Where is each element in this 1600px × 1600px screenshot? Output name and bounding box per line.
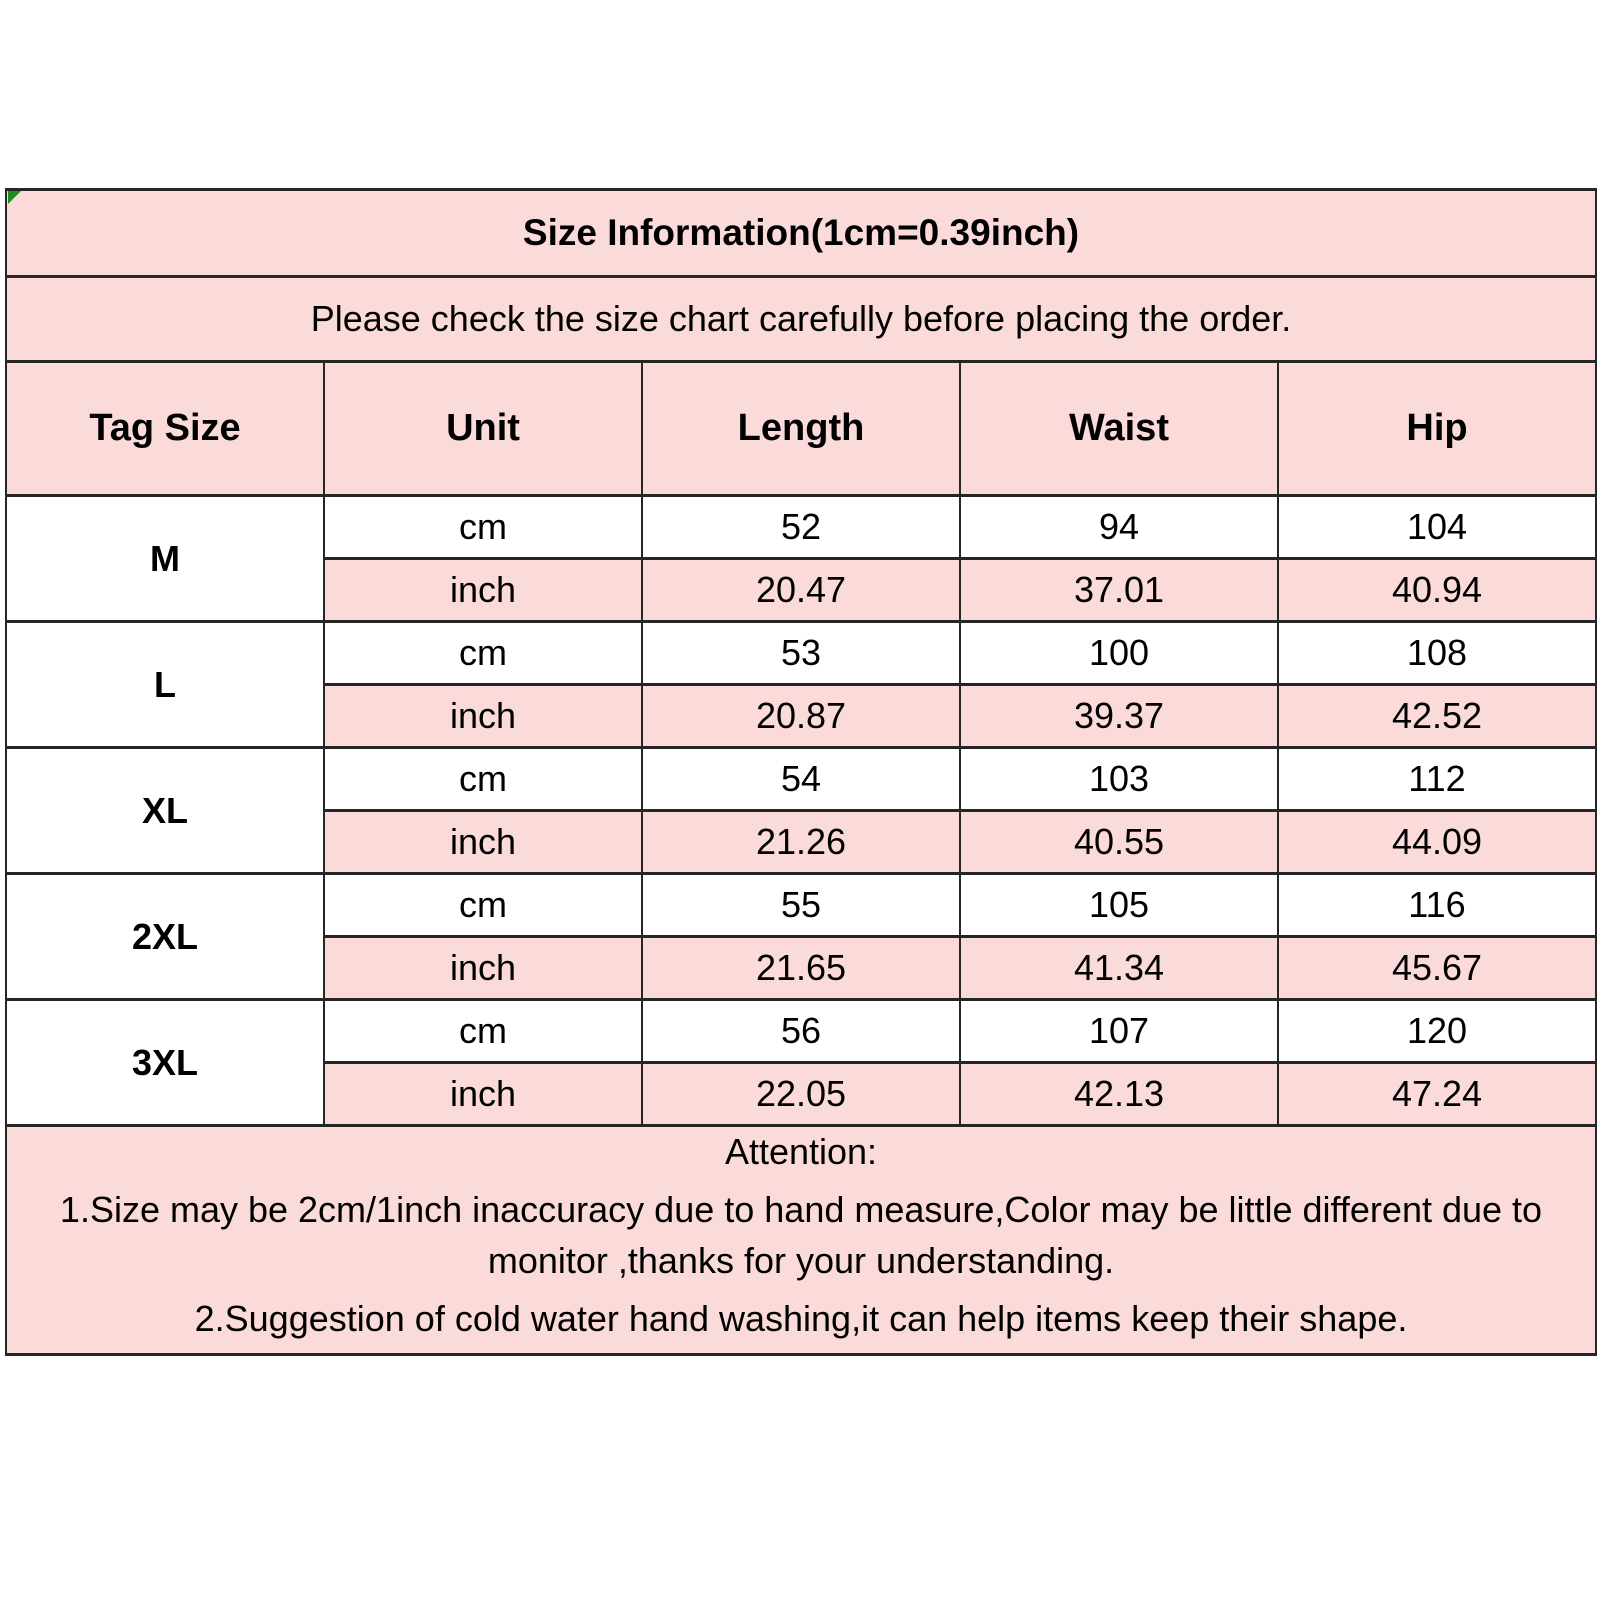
- row-3xl-cm: [6, 1000, 1596, 1063]
- value-m-waist-cm: 94: [960, 496, 1278, 559]
- value-xl-length-cm: 54: [642, 748, 960, 811]
- size-label-xl: XL: [6, 748, 324, 874]
- column-header-tag-size: Tag Size: [6, 362, 324, 496]
- value-l-hip-inch: 42.52: [1278, 685, 1596, 748]
- value-l-hip-cm: 108: [1278, 622, 1596, 685]
- value-m-hip-cm: 104: [1278, 496, 1596, 559]
- value-m-length-cm: 52: [642, 496, 960, 559]
- header-row: [6, 362, 1596, 496]
- chart-title: Size Information(1cm=0.39inch): [6, 190, 1596, 277]
- size-label-3xl: 3XL: [6, 1000, 324, 1126]
- column-header-length: Length: [642, 362, 960, 496]
- size-label-2xl: 2XL: [6, 874, 324, 1000]
- value-xl-hip-cm: 112: [1278, 748, 1596, 811]
- attention-box: [6, 1126, 1596, 1355]
- subtitle-row: [6, 277, 1596, 362]
- unit-cell-cm: cm: [324, 748, 642, 811]
- attention-note-1: 1.Size may be 2cm/1inch inaccuracy due to hand measure,Color may be little different due to monitor ,thanks for your understanding.: [59, 1189, 1543, 1281]
- unit-cell-cm: cm: [324, 1000, 642, 1063]
- value-l-length-cm: 53: [642, 622, 960, 685]
- unit-cell-inch: inch: [324, 937, 642, 1000]
- row-xl-cm: [6, 748, 1596, 811]
- value-3xl-length-inch: 22.05: [642, 1063, 960, 1126]
- attention-note-2: 2.Suggestion of cold water hand washing,it can help items keep their shape.: [194, 1298, 1408, 1340]
- unit-cell-cm: cm: [324, 496, 642, 559]
- row-m-cm: [6, 496, 1596, 559]
- column-header-hip: Hip: [1278, 362, 1596, 496]
- unit-cell-inch: inch: [324, 1063, 642, 1126]
- value-2xl-waist-inch: 41.34: [960, 937, 1278, 1000]
- attention-heading: Attention:: [724, 1131, 878, 1172]
- unit-cell-cm: cm: [324, 874, 642, 937]
- row-2xl-cm: [6, 874, 1596, 937]
- value-m-length-inch: 20.47: [642, 559, 960, 622]
- value-2xl-hip-inch: 45.67: [1278, 937, 1596, 1000]
- value-xl-hip-inch: 44.09: [1278, 811, 1596, 874]
- value-3xl-length-cm: 56: [642, 1000, 960, 1063]
- size-label-l: L: [6, 622, 324, 748]
- value-2xl-hip-cm: 116: [1278, 874, 1596, 937]
- value-3xl-waist-inch: 42.13: [960, 1063, 1278, 1126]
- value-xl-waist-cm: 103: [960, 748, 1278, 811]
- size-chart-table: [5, 188, 1597, 1356]
- value-l-waist-cm: 100: [960, 622, 1278, 685]
- column-header-waist: Waist: [960, 362, 1278, 496]
- value-2xl-length-inch: 21.65: [642, 937, 960, 1000]
- value-xl-length-inch: 21.26: [642, 811, 960, 874]
- value-2xl-waist-cm: 105: [960, 874, 1278, 937]
- value-m-hip-inch: 40.94: [1278, 559, 1596, 622]
- size-chart-container: [5, 188, 1597, 1356]
- value-l-waist-inch: 39.37: [960, 685, 1278, 748]
- attention-row: [6, 1126, 1596, 1355]
- value-2xl-length-cm: 55: [642, 874, 960, 937]
- value-3xl-hip-cm: 120: [1278, 1000, 1596, 1063]
- unit-cell-inch: inch: [324, 685, 642, 748]
- value-3xl-hip-inch: 47.24: [1278, 1063, 1596, 1126]
- value-xl-waist-inch: 40.55: [960, 811, 1278, 874]
- value-l-length-inch: 20.87: [642, 685, 960, 748]
- green-corner-marker-icon: [8, 191, 21, 204]
- unit-cell-inch: inch: [324, 811, 642, 874]
- value-m-waist-inch: 37.01: [960, 559, 1278, 622]
- unit-cell-inch: inch: [324, 559, 642, 622]
- column-header-unit: Unit: [324, 362, 642, 496]
- chart-subtitle: Please check the size chart carefully before placing the order.: [6, 277, 1596, 362]
- size-label-m: M: [6, 496, 324, 622]
- value-3xl-waist-cm: 107: [960, 1000, 1278, 1063]
- unit-cell-cm: cm: [324, 622, 642, 685]
- title-row: [6, 190, 1596, 277]
- row-l-cm: [6, 622, 1596, 685]
